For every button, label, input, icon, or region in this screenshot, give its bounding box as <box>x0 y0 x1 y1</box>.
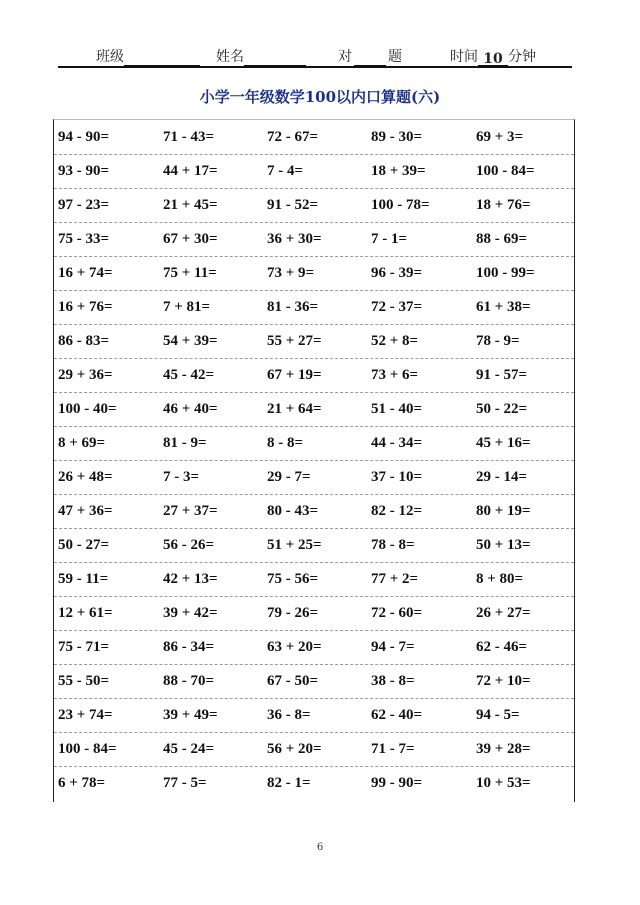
problem-cell: 7 - 4= <box>267 163 304 179</box>
problem-cell: 72 + 10= <box>476 673 531 689</box>
problem-row <box>54 664 574 699</box>
problem-cell: 54 + 39= <box>163 333 218 349</box>
problem-cell: 55 - 50= <box>58 673 110 689</box>
problem-cell: 69 + 3= <box>476 129 524 145</box>
class-blank <box>124 51 200 66</box>
problem-cell: 26 + 48= <box>58 469 113 485</box>
time-label: 时间 <box>450 49 478 65</box>
problem-cell: 10 + 53= <box>476 775 531 791</box>
problem-cell: 51 - 40= <box>371 401 423 417</box>
problem-cell: 71 - 7= <box>371 741 415 757</box>
problem-cell: 75 - 56= <box>267 571 319 587</box>
problem-cell: 44 - 34= <box>371 435 423 451</box>
problem-row <box>54 392 574 427</box>
problem-cell: 36 - 8= <box>267 707 311 723</box>
problem-cell: 75 - 33= <box>58 231 110 247</box>
correct-label: 对 <box>338 49 352 65</box>
problem-cell: 97 - 23= <box>58 197 110 213</box>
problem-row <box>54 698 574 733</box>
problem-cell: 63 + 20= <box>267 639 322 655</box>
problem-cell: 45 - 24= <box>163 741 215 757</box>
problem-cell: 61 + 38= <box>476 299 531 315</box>
problem-cell: 27 + 37= <box>163 503 218 519</box>
problem-cell: 8 + 80= <box>476 571 524 587</box>
problem-cell: 6 + 78= <box>58 775 106 791</box>
question-label: 题 <box>388 49 402 65</box>
problem-cell: 7 + 81= <box>163 299 211 315</box>
worksheet-header <box>58 44 572 68</box>
problem-cell: 52 + 8= <box>371 333 419 349</box>
worksheet-title: 小学一年级数学100以内口算题(六) <box>199 88 441 106</box>
problem-cell: 91 - 57= <box>476 367 528 383</box>
problem-cell: 37 - 10= <box>371 469 423 485</box>
minutes-label: 分钟 <box>508 49 536 65</box>
problem-cell: 36 + 30= <box>267 231 322 247</box>
problem-cell: 75 - 71= <box>58 639 110 655</box>
problem-cell: 16 + 76= <box>58 299 113 315</box>
problem-cell: 45 - 42= <box>163 367 215 383</box>
problem-cell: 56 - 26= <box>163 537 215 553</box>
problem-cell: 44 + 17= <box>163 163 218 179</box>
problem-cell: 100 - 40= <box>58 401 117 417</box>
problem-cell: 8 - 8= <box>267 435 304 451</box>
problem-cell: 16 + 74= <box>58 265 113 281</box>
problem-cell: 77 - 5= <box>163 775 207 791</box>
problem-cell: 81 - 9= <box>163 435 207 451</box>
problem-cell: 42 + 13= <box>163 571 218 587</box>
problem-row <box>54 256 574 291</box>
problem-row <box>54 596 574 631</box>
problem-cell: 93 - 90= <box>58 163 110 179</box>
problem-cell: 94 - 7= <box>371 639 415 655</box>
problem-cell: 99 - 90= <box>371 775 423 791</box>
name-label: 姓名 <box>216 49 244 65</box>
problem-cell: 18 + 39= <box>371 163 426 179</box>
problem-row <box>54 290 574 325</box>
problem-cell: 81 - 36= <box>267 299 319 315</box>
score-blank <box>354 51 386 66</box>
problem-cell: 100 - 78= <box>371 197 430 213</box>
problem-cell: 89 - 30= <box>371 129 423 145</box>
class-label: 班级 <box>96 49 124 65</box>
problem-cell: 7 - 3= <box>163 469 200 485</box>
problem-cell: 67 - 50= <box>267 673 319 689</box>
problem-cell: 23 + 74= <box>58 707 113 723</box>
score-field <box>338 46 402 66</box>
problem-cell: 80 + 19= <box>476 503 531 519</box>
problem-cell: 77 + 2= <box>371 571 419 587</box>
problem-cell: 78 - 8= <box>371 537 415 553</box>
problem-cell: 88 - 69= <box>476 231 528 247</box>
problem-cell: 38 - 8= <box>371 673 415 689</box>
problem-cell: 82 - 1= <box>267 775 311 791</box>
problem-cell: 82 - 12= <box>371 503 423 519</box>
problem-cell: 100 - 99= <box>476 265 535 281</box>
problem-cell: 73 + 6= <box>371 367 419 383</box>
problem-grid <box>53 119 575 802</box>
problem-cell: 100 - 84= <box>476 163 535 179</box>
problem-cell: 79 - 26= <box>267 605 319 621</box>
problem-cell: 67 + 30= <box>163 231 218 247</box>
problem-cell: 46 + 40= <box>163 401 218 417</box>
problem-cell: 100 - 84= <box>58 741 117 757</box>
problem-cell: 29 + 36= <box>58 367 113 383</box>
problem-row <box>54 154 574 189</box>
problem-cell: 75 + 11= <box>163 265 217 281</box>
problem-cell: 86 - 34= <box>163 639 215 655</box>
problem-cell: 71 - 43= <box>163 129 215 145</box>
problem-row <box>54 562 574 597</box>
problem-cell: 96 - 39= <box>371 265 423 281</box>
problem-cell: 62 - 40= <box>371 707 423 723</box>
problem-cell: 21 + 64= <box>267 401 322 417</box>
problem-cell: 56 + 20= <box>267 741 322 757</box>
problem-row <box>54 324 574 359</box>
problem-cell: 21 + 45= <box>163 197 218 213</box>
problem-cell: 45 + 16= <box>476 435 531 451</box>
page-number: 6 <box>316 842 324 853</box>
problem-row <box>54 528 574 563</box>
problem-cell: 39 + 49= <box>163 707 218 723</box>
problem-cell: 59 - 11= <box>58 571 109 587</box>
problem-cell: 8 + 69= <box>58 435 106 451</box>
name-field <box>216 46 306 66</box>
problem-cell: 72 - 67= <box>267 129 319 145</box>
problem-cell: 50 - 27= <box>58 537 110 553</box>
problem-cell: 26 + 27= <box>476 605 531 621</box>
time-value: 10 <box>478 51 508 66</box>
name-blank <box>244 51 306 66</box>
problem-cell: 7 - 1= <box>371 231 408 247</box>
problem-cell: 50 + 13= <box>476 537 531 553</box>
problem-row <box>54 188 574 223</box>
problem-cell: 50 - 22= <box>476 401 528 417</box>
problem-cell: 12 + 61= <box>58 605 113 621</box>
problem-cell: 72 - 60= <box>371 605 423 621</box>
problem-cell: 18 + 76= <box>476 197 531 213</box>
problem-row <box>54 460 574 495</box>
problem-row <box>54 120 574 155</box>
problem-cell: 73 + 9= <box>267 265 315 281</box>
problem-cell: 80 - 43= <box>267 503 319 519</box>
problem-cell: 29 - 7= <box>267 469 311 485</box>
problem-cell: 51 + 25= <box>267 537 322 553</box>
problem-cell: 39 + 28= <box>476 741 531 757</box>
problem-cell: 39 + 42= <box>163 605 218 621</box>
class-field <box>96 46 200 66</box>
problem-cell: 91 - 52= <box>267 197 319 213</box>
problem-row <box>54 766 574 800</box>
problem-row <box>54 358 574 393</box>
problem-cell: 62 - 46= <box>476 639 528 655</box>
problem-cell: 94 - 5= <box>476 707 520 723</box>
problem-cell: 94 - 90= <box>58 129 110 145</box>
problem-row <box>54 494 574 529</box>
time-field <box>450 46 536 66</box>
problem-cell: 67 + 19= <box>267 367 322 383</box>
problem-cell: 78 - 9= <box>476 333 520 349</box>
problem-row <box>54 630 574 665</box>
problem-cell: 55 + 27= <box>267 333 322 349</box>
problem-row <box>54 222 574 257</box>
problem-row <box>54 732 574 767</box>
problem-cell: 86 - 83= <box>58 333 110 349</box>
problem-cell: 72 - 37= <box>371 299 423 315</box>
problem-cell: 29 - 14= <box>476 469 528 485</box>
problem-cell: 88 - 70= <box>163 673 215 689</box>
problem-row <box>54 426 574 461</box>
problem-cell: 47 + 36= <box>58 503 113 519</box>
